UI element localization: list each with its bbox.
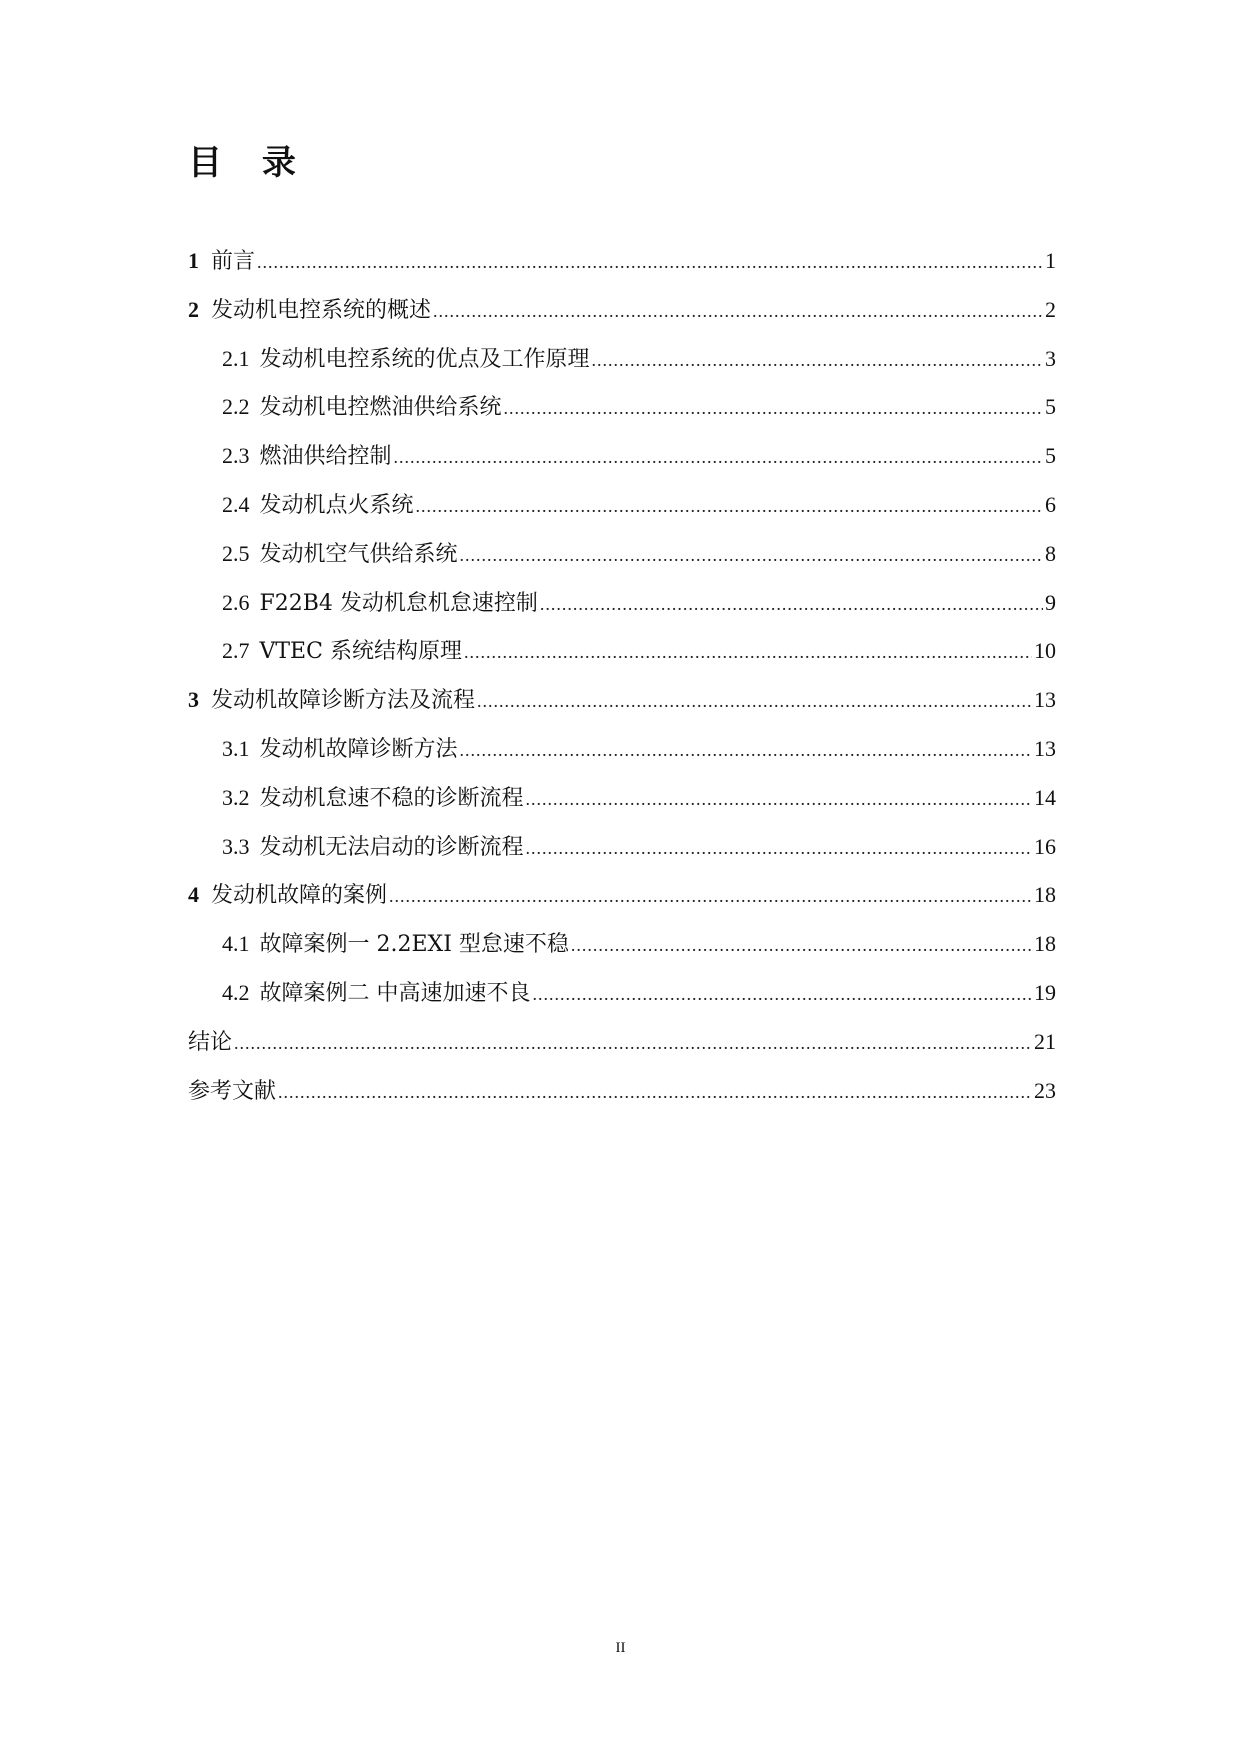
toc-entry-number: 2.5: [222, 540, 250, 566]
toc-entry-number: 2: [188, 296, 199, 322]
toc-entry-title: 发动机电控燃油供给系统: [259, 395, 502, 421]
toc-entry-page-number: 23: [1034, 1077, 1056, 1103]
toc-entry-title: 发动机电控系统的概述: [211, 297, 432, 323]
toc-entry-number: 2.7: [222, 638, 250, 664]
toc-entry-page-number: 18: [1034, 882, 1056, 908]
dot-leader: [526, 790, 1032, 808]
toc-entry-number: 4.2: [222, 979, 250, 1005]
toc-entry[interactable]: [188, 735, 1056, 787]
toc-entry[interactable]: [188, 345, 1056, 397]
dot-leader: [540, 595, 1043, 613]
toc-entry-title: 故障案例二 中高速加速不良: [259, 980, 531, 1006]
toc-entry-number: 2.4: [222, 491, 250, 517]
toc-entry[interactable]: [188, 445, 1056, 494]
toc-entry[interactable]: [188, 833, 1056, 885]
toc-entry-page-number: 9: [1045, 589, 1056, 615]
toc-entry[interactable]: [188, 689, 1056, 738]
toc-entry-title: 发动机怠速不稳的诊断流程: [259, 785, 524, 811]
toc-entry-title: F22B4 发动机怠机怠速控制: [259, 590, 538, 616]
dot-leader: [464, 643, 1032, 661]
toc-entry-number: 2.1: [222, 345, 250, 371]
dot-leader: [389, 887, 1032, 905]
toc-entry[interactable]: [188, 979, 1056, 1031]
toc-entry-page-number: 21: [1034, 1028, 1056, 1054]
toc-entry-page-number: 19: [1034, 979, 1056, 1005]
dot-leader: [416, 497, 1043, 515]
toc-entry[interactable]: [188, 884, 1056, 933]
toc-entry-page-number: 13: [1034, 687, 1056, 713]
toc-entry-page-number: 5: [1045, 394, 1056, 420]
page-number: II: [615, 1640, 626, 1656]
toc-entry-page-number: 1: [1045, 248, 1056, 273]
toc-entry[interactable]: [188, 540, 1056, 592]
toc-entry-number: 2.3: [222, 443, 250, 469]
toc-entry[interactable]: [188, 296, 1056, 348]
table-of-contents: [188, 250, 1056, 1128]
toc-entry-number: 2.2: [222, 394, 250, 420]
dot-leader: [571, 936, 1032, 954]
toc-entry-number: 3.3: [222, 833, 250, 859]
toc-entry-page-number: 6: [1045, 491, 1056, 517]
toc-entry-title: VTEC 系统结构原理: [259, 639, 462, 665]
toc-entry-title: 发动机故障诊断方法及流程: [211, 688, 476, 714]
toc-entry-page-number: 5: [1045, 443, 1056, 469]
toc-entry-number: 3.2: [222, 784, 250, 810]
toc-entry-title: 结论: [188, 1029, 233, 1055]
dot-leader: [592, 351, 1043, 369]
toc-entry[interactable]: [188, 250, 1056, 299]
dot-leader: [504, 399, 1043, 417]
toc-entry[interactable]: [188, 589, 1056, 641]
toc-entry-number: 1: [188, 248, 199, 273]
toc-entry[interactable]: [188, 396, 1056, 445]
toc-entry-page-number: 10: [1034, 638, 1056, 664]
toc-entry-number: 3: [188, 687, 199, 713]
toc-entry[interactable]: [188, 1028, 1056, 1080]
dot-leader: [460, 546, 1043, 564]
toc-entry-title: 前言: [211, 249, 256, 274]
dot-leader: [257, 253, 1043, 271]
toc-entry-title: 燃油供给控制: [259, 444, 392, 470]
toc-entry-number: 4.1: [222, 931, 250, 957]
dot-leader: [433, 302, 1043, 320]
dot-leader: [533, 985, 1033, 1003]
toc-entry-title: 发动机空气供给系统: [259, 541, 458, 567]
toc-entry-page-number: 13: [1034, 735, 1056, 761]
toc-entry-page-number: 18: [1034, 931, 1056, 957]
toc-entry-title: 发动机故障的案例: [211, 883, 388, 909]
toc-entry-title: 发动机电控系统的优点及工作原理: [259, 346, 590, 372]
toc-entry[interactable]: [188, 933, 1056, 982]
dot-leader: [278, 1083, 1032, 1101]
dot-leader: [477, 692, 1032, 710]
toc-entry-number: 2.6: [222, 589, 250, 615]
toc-entry[interactable]: [188, 491, 1056, 543]
toc-entry-title: 发动机点火系统: [259, 492, 414, 518]
toc-entry-title: 发动机无法启动的诊断流程: [259, 834, 524, 860]
toc-entry-title: 发动机故障诊断方法: [259, 736, 458, 762]
toc-entry-page-number: 16: [1034, 833, 1056, 859]
toc-entry-number: 3.1: [222, 735, 250, 761]
toc-entry-page-number: 14: [1034, 784, 1056, 810]
toc-entry-title: 参考文献: [188, 1078, 277, 1104]
toc-entry[interactable]: [188, 784, 1056, 836]
toc-entry[interactable]: [188, 1077, 1056, 1129]
dot-leader: [394, 448, 1043, 466]
toc-entry-page-number: 8: [1045, 540, 1056, 566]
toc-entry-page-number: 2: [1045, 296, 1056, 322]
dot-leader: [460, 741, 1032, 759]
dot-leader: [526, 839, 1032, 857]
toc-entry-title: 故障案例一 2.2EXI 型怠速不稳: [259, 932, 569, 958]
dot-leader: [234, 1034, 1032, 1052]
toc-entry-number: 4: [188, 882, 199, 908]
toc-entry[interactable]: [188, 640, 1056, 689]
page-title: 目 录: [188, 143, 310, 183]
toc-entry-page-number: 3: [1045, 345, 1056, 371]
